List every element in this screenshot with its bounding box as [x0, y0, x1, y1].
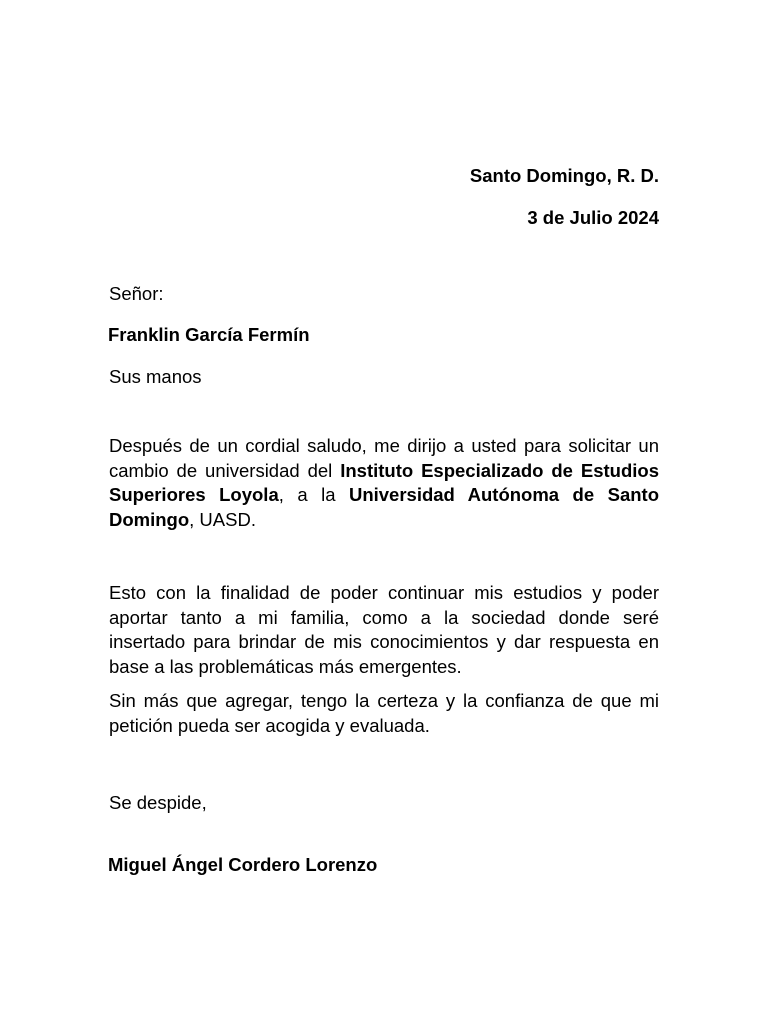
- institution-to: Universidad Autónoma de Santo Domingo: [109, 484, 659, 530]
- signer-name: Miguel Ángel Cordero Lorenzo: [108, 854, 378, 875]
- institution-from: Instituto Especializado de Estudios Superiores Loyola: [109, 459, 660, 505]
- p1-text-b: , a la: [278, 484, 349, 505]
- recipient-salutation: Señor:: [109, 283, 164, 304]
- closing-farewell: Se despide,: [109, 792, 207, 813]
- body-paragraph-1: [109, 434, 659, 532]
- letter-place: Santo Domingo, R. D.: [469, 165, 659, 186]
- recipient-delivery: Sus manos: [109, 366, 202, 387]
- letter-date: 3 de Julio 2024: [527, 207, 659, 228]
- p1-text-c: , UASD.: [189, 508, 256, 530]
- recipient-name: Franklin García Fermín: [108, 324, 310, 345]
- body-paragraph-3: Sin más que agregar, tengo la certeza y la confianza de que mi petición pueda ser acogida y evaluada.: [109, 690, 659, 736]
- p1-text-a: Después de un cordial saludo, me dirijo a usted para solicitar un cambio de universidad del: [109, 435, 659, 481]
- body-paragraph-2: Esto con la finalidad de poder continuar mis estudios y poder aportar tanto a mi familia, como a la sociedad donde seré insertado para brindar de mis conocimientos y dar respuesta en base a las problemáticas más emergentes.: [109, 582, 659, 677]
